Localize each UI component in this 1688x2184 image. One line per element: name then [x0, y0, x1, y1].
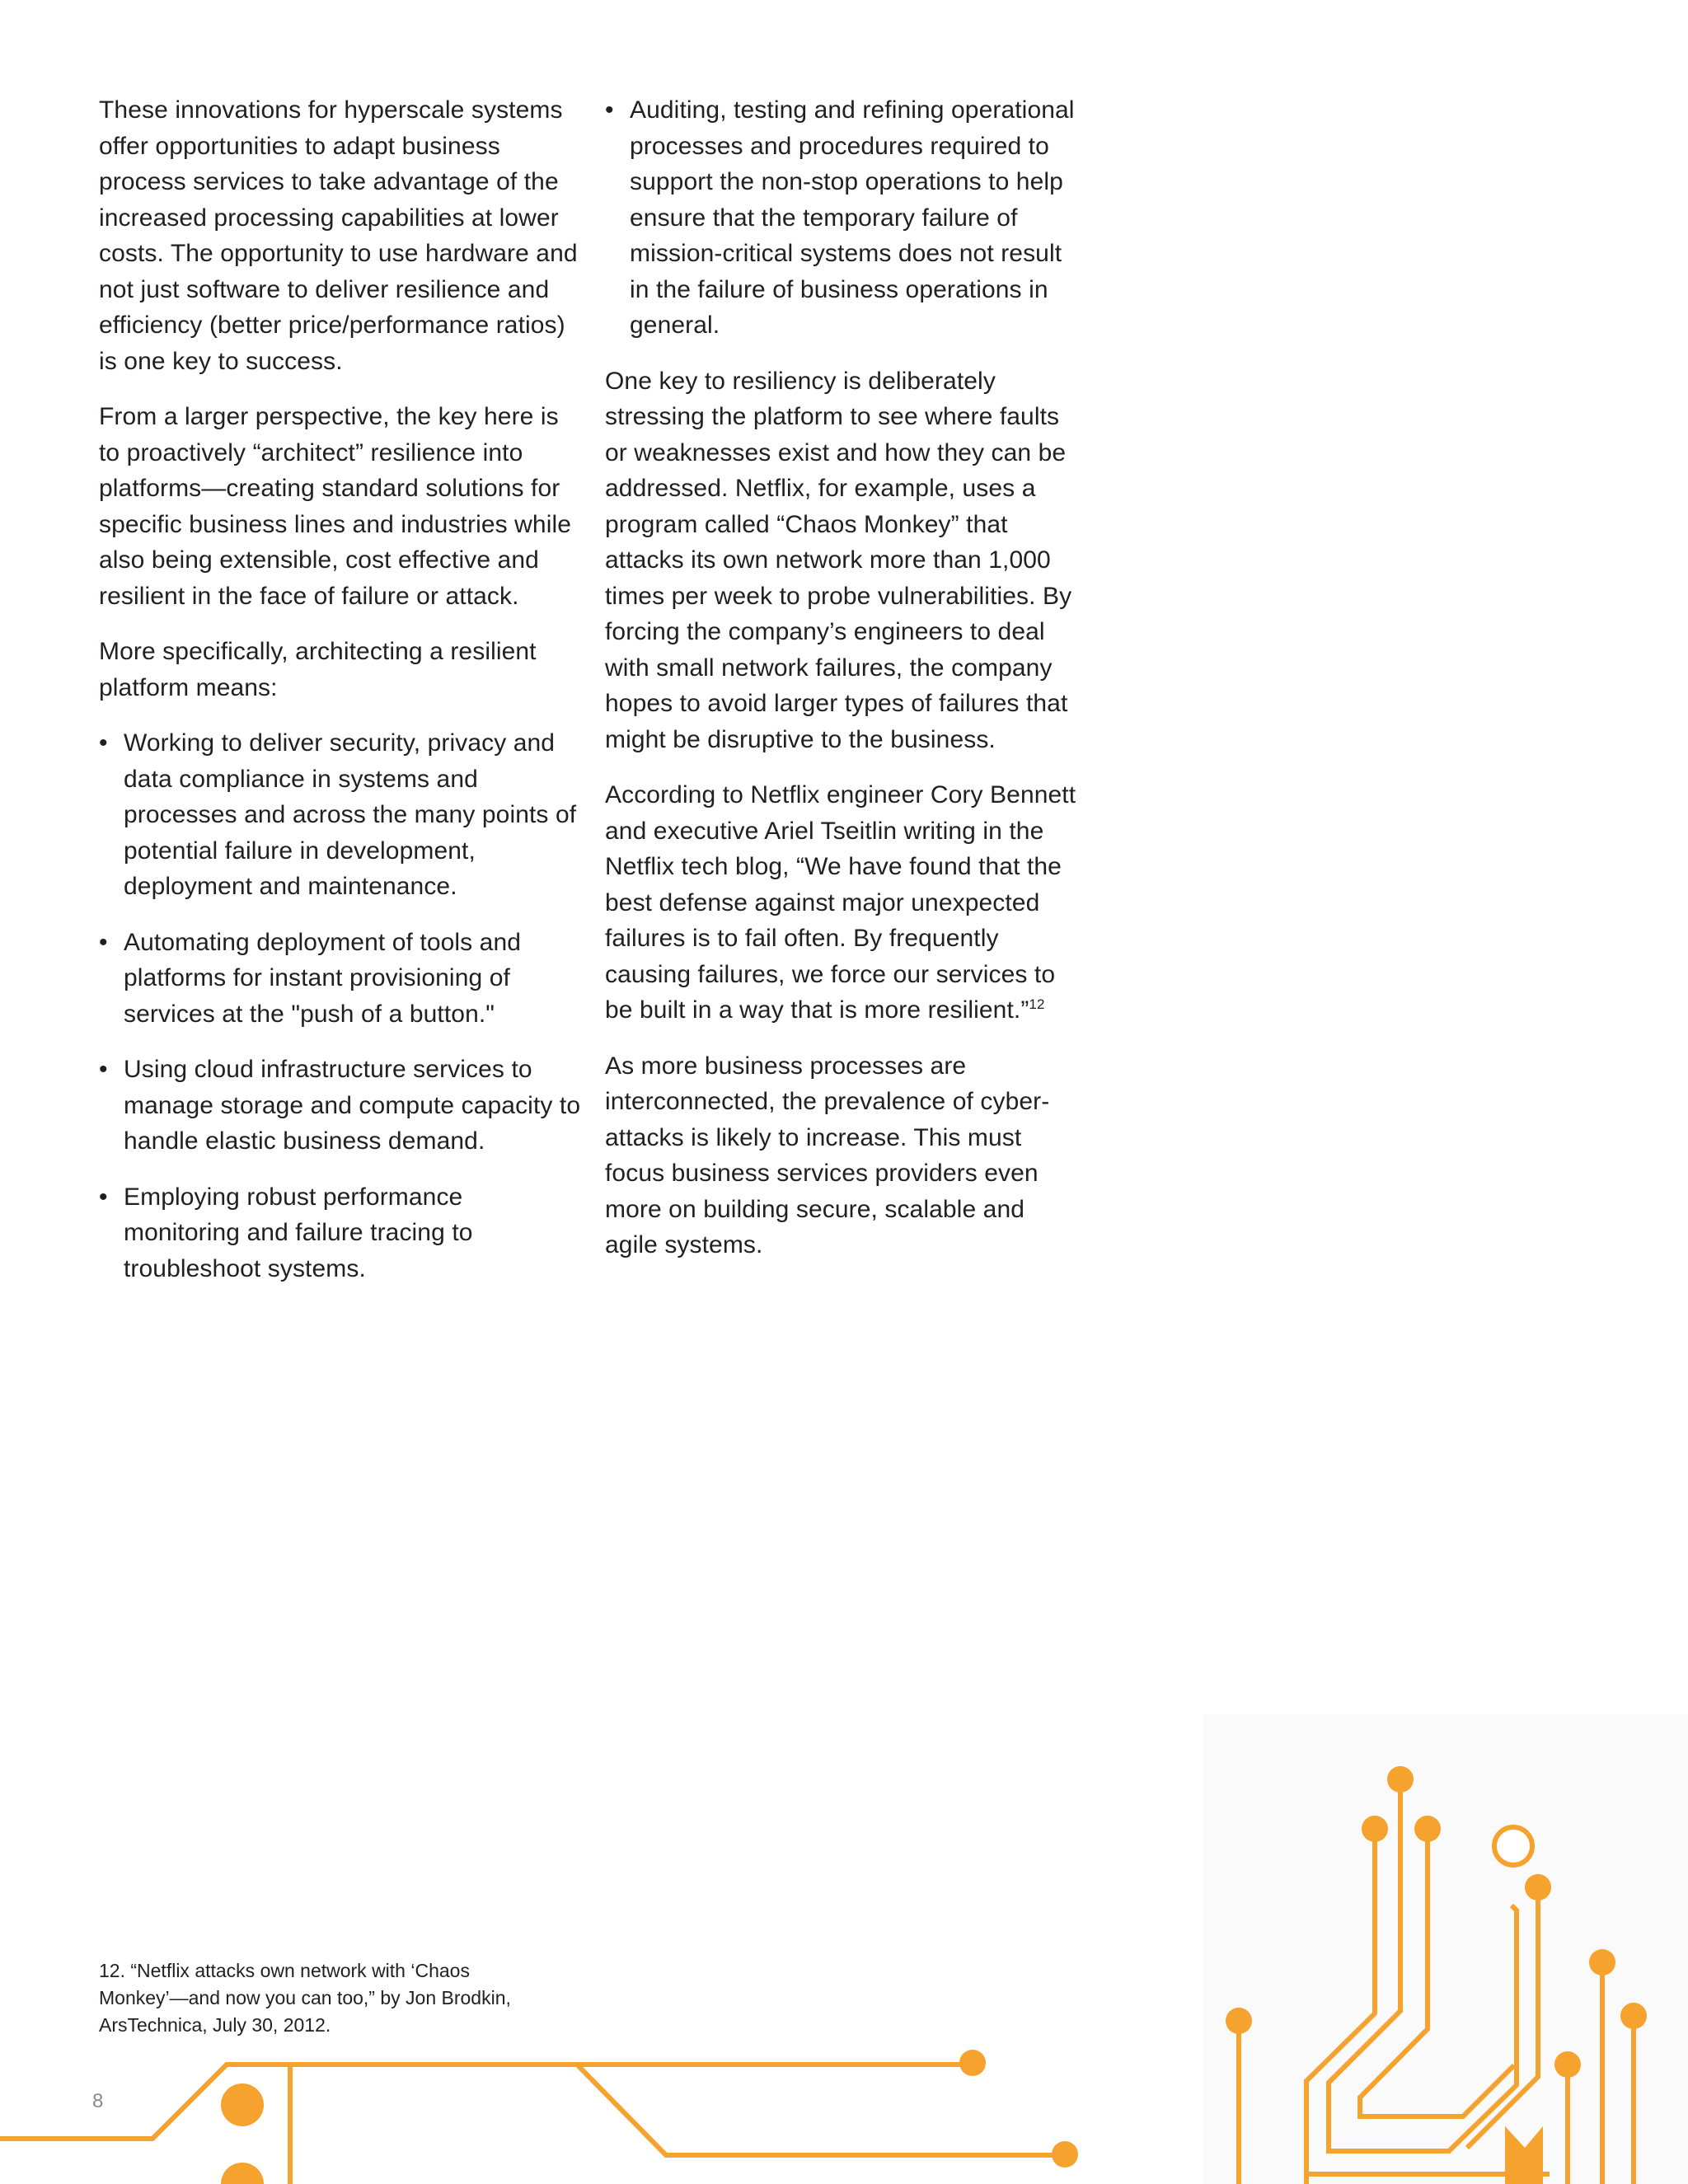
paragraph: These innovations for hyperscale systems offer opportunities to adapt business process services to take advantage of the increased processing capabilities at lower costs. The opportunity to use hardware and not just software to deliver resilience and efficiency (better price/performance ratios) is one key to success.: [99, 96, 578, 375]
circuit-node: [959, 2050, 986, 2076]
footnote-reference: 12: [1029, 996, 1045, 1012]
circuit-trace: [577, 2064, 1066, 2155]
quote-text: According to Netflix engineer Cory Bennett and executive Ariel Tseitlin writing in the Netflix tech blog, “We have found that the best defense against major unexpected failures is to fail often. By frequently causing failures, we force our services to be built in a way that is more resilient.”: [605, 781, 1076, 1024]
paragraph: From a larger perspective, the key here is to proactively “architect” resilience into platforms—creating standard solutions for specific business lines and industries while also being extensible, cost effective and resilient in the face of failure or attack.: [99, 403, 572, 610]
graphic-background: [1203, 1714, 1688, 2184]
bullet-icon: •: [99, 729, 108, 757]
circuit-node: [1525, 1874, 1551, 1900]
circuit-trace: [0, 2064, 974, 2139]
bullet-icon: •: [99, 1183, 108, 1211]
paragraph: As more business processes are interconnected, the prevalence of cyber-attacks is likely to increase. This must focus business services providers even more on building secure, scalable and agile systems.: [605, 1052, 1050, 1258]
circuit-node: [1554, 2051, 1581, 2078]
list-item-text: Working to deliver security, privacy and data compliance in systems and processes and across the many points of potential failure in development, deployment and maintenance.: [124, 729, 577, 900]
list-item-text: Employing robust performance monitoring and failure tracing to troubleshoot systems.: [124, 1183, 473, 1282]
bullet-icon: •: [99, 928, 108, 956]
circuit-node: [1387, 1766, 1414, 1793]
footnote-line: 12. “Netflix attacks own network with ‘Chaos: [99, 1960, 470, 1981]
circuit-node: [221, 2083, 264, 2126]
circuit-node: [1052, 2141, 1078, 2168]
circuit-node: [1362, 1816, 1388, 1842]
circuit-node: [1414, 1816, 1441, 1842]
footnote-line: ArsTechnica, July 30, 2012.: [99, 2014, 331, 2036]
circuit-node: [1589, 1949, 1615, 1975]
circuit-node: [221, 2163, 264, 2184]
list-item-text: Using cloud infrastructure services to manage storage and compute capacity to handle elastic business demand.: [124, 1056, 581, 1155]
list-item-text: Automating deployment of tools and platforms for instant provisioning of services at the "push of a button.": [124, 928, 522, 1028]
page-number: 8: [92, 2090, 104, 2112]
circuit-node: [1226, 2008, 1252, 2034]
bullet-icon: •: [99, 1056, 108, 1083]
list-item-text: Auditing, testing and refining operational processes and procedures required to support the non-stop operations to help ensure that the temporary failure of mission-critical systems does not result in the failure of business operations in general.: [630, 96, 1075, 339]
footnote-line: Monkey’—and now you can too,” by Jon Brodkin,: [99, 1987, 511, 2008]
circuit-node: [1620, 2003, 1647, 2029]
bullet-icon: •: [605, 96, 614, 124]
paragraph: One key to resiliency is deliberately stressing the platform to see where faults or weaknesses exist and how they can be addressed. Netflix, for example, uses a program called “Chaos Monkey” that attacks its own network more than 1,000 times per week to probe vulnerabilities. By forcing the company’s engineers to deal with small network failures, the company hopes to avoid larger types of failures that might be disruptive to the business.: [605, 367, 1072, 753]
circuit-node-hollow: [1494, 1827, 1532, 1865]
paragraph: More specifically, architecting a resilient platform means:: [99, 638, 537, 701]
